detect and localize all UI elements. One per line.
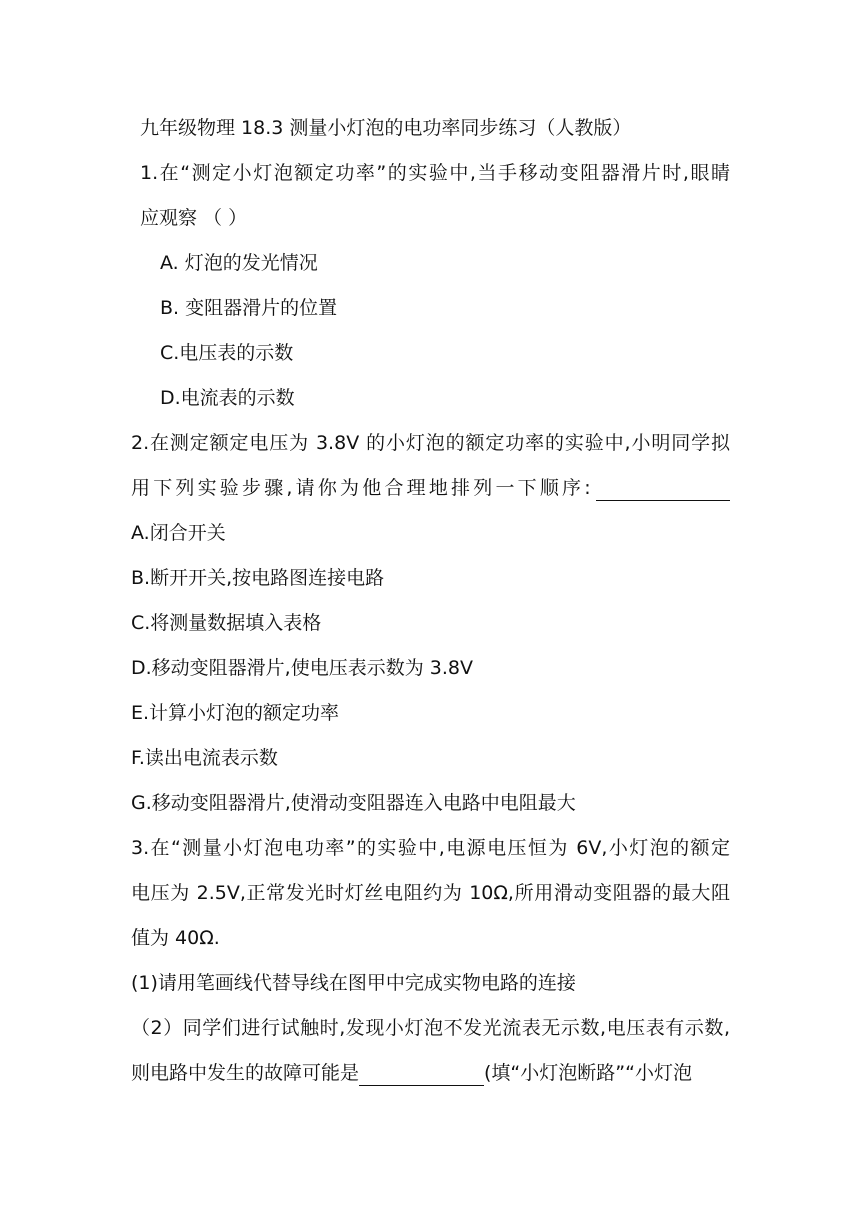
question-2-step-b: B.断开开关,按电路图连接电路 [131,567,385,589]
question-2-step-a: A.闭合开关 [131,522,226,544]
question-2-line-1: 2.在测定额定电压为 3.8V 的小灯泡的额定功率的实验中,小明同学拟 [131,432,730,454]
question-1-option-d: D.电流表的示数 [160,387,295,409]
question-2-step-c: C.将测量数据填入表格 [131,612,322,634]
question-2-line-2 [131,475,730,501]
answer-blank[interactable] [359,1065,484,1086]
question-3-part-2-line-2 [131,1060,692,1086]
question-3-line-2: 电压为 2.5V,正常发光时灯丝电阻约为 10Ω,所用滑动变阻器的最大阻 [131,882,730,904]
question-1-option-c: C.电压表的示数 [160,342,294,364]
question-1-option-a: A. 灯泡的发光情况 [160,252,318,274]
question-2-step-e: E.计算小灯泡的额定功率 [131,702,340,724]
question-3-part-2-line-2-post: (填“小灯泡断路”“小灯泡 [484,1062,692,1084]
page-title: 九年级物理 18.3 测量小灯泡的电功率同步练习（人教版） [140,117,632,139]
question-2-line-2-text: 用下列实验步骤,请你为他合理地排列一下顺序: [131,477,594,499]
question-2-step-g: G.移动变阻器滑片,使滑动变阻器连入电路中电阻最大 [131,792,576,814]
answer-blank[interactable] [596,480,730,501]
question-1-line-2: 应观察 （ ） [140,207,248,229]
question-3-line-3: 值为 40Ω. [131,927,220,949]
question-3-part-1: (1)请用笔画线代替导线在图甲中完成实物电路的连接 [131,972,576,994]
question-3-line-1: 3.在“测量小灯泡电功率”的实验中,电源电压恒为 6V,小灯泡的额定 [131,837,730,859]
question-3-part-2-line-1: （2）同学们进行试触时,发现小灯泡不发光流表无示数,电压表有示数, [131,1017,730,1039]
question-2-step-d: D.移动变阻器滑片,使电压表示数为 3.8V [131,657,473,679]
question-2-step-f: F.读出电流表示数 [131,747,278,769]
question-1-line-1: 1.在“测定小灯泡额定功率”的实验中,当手移动变阻器滑片时,眼睛 [140,162,730,184]
question-1-option-b: B. 变阻器滑片的位置 [160,297,338,319]
question-3-part-2-line-2-pre: 则电路中发生的故障可能是 [131,1062,360,1084]
